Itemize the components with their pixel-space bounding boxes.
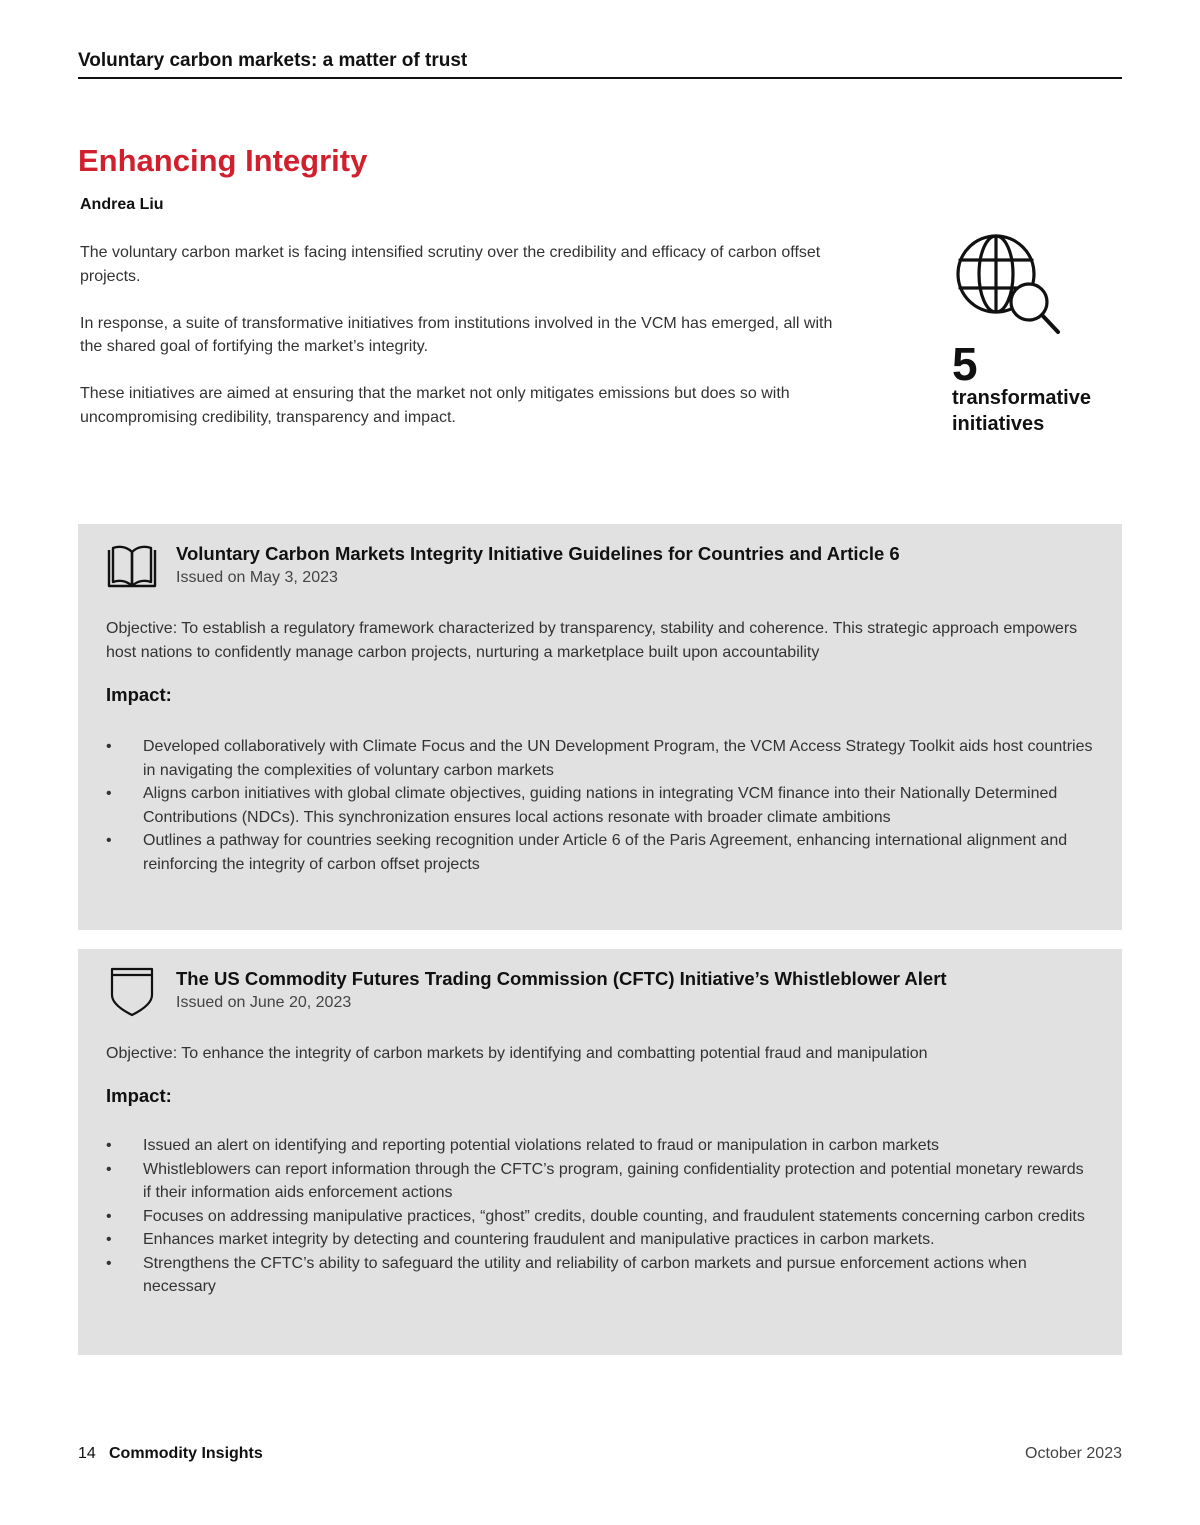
shield-icon [104, 967, 160, 1017]
impact-text: Whistleblowers can report information through the CFTC’s program, gaining confidentiality protection and potential monetary rewards if their information aids enforcement actions [143, 1160, 1084, 1201]
impact-text: Strengthens the CFTC’s ability to safeguard the utility and reliability of carbon markets and pursue enforcement actions when necessary [143, 1254, 1027, 1295]
initiative-card [78, 949, 1122, 1355]
globe-search-icon [952, 232, 1064, 336]
intro-text [80, 241, 840, 453]
bullet: • [106, 785, 112, 802]
list-item [106, 735, 1096, 782]
impact-heading: Impact: [106, 684, 172, 705]
initiative-objective: Objective: To enhance the integrity of carbon markets by identifying and combatting potential fraud and manipulation [106, 1045, 928, 1062]
initiative-title: Voluntary Carbon Markets Integrity Initiative Guidelines for Countries and Article 6 [176, 543, 900, 564]
intro-paragraph: The voluntary carbon market is facing intensified scrutiny over the credibility and efficacy of carbon offset projects. [80, 244, 821, 285]
list-item [106, 1158, 1096, 1205]
impact-text: Focuses on addressing manipulative practices, “ghost” credits, double counting, and fraudulent statements concerning carbon credits [143, 1207, 1085, 1225]
bullet: • [106, 738, 112, 755]
initiative-issued-date: Issued on June 20, 2023 [176, 994, 352, 1011]
bullet: • [106, 1254, 112, 1272]
article-title: Enhancing Integrity [78, 143, 368, 178]
impact-list [106, 1134, 1096, 1299]
list-item [106, 1205, 1096, 1229]
bullet: • [106, 1160, 112, 1178]
bullet: • [106, 832, 112, 849]
intro-paragraph: In response, a suite of transformative initiatives from institutions involved in the VCM has emerged, all with the shared goal of fortifying the market’s integrity. [80, 314, 833, 355]
initiative-title: The US Commodity Futures Trading Commission (CFTC) Initiative’s Whistleblower Alert [176, 968, 947, 989]
impact-text: Enhances market integrity by detecting and countering fraudulent and manipulative practices in carbon markets. [143, 1231, 935, 1248]
page-number: 14 [78, 1445, 96, 1462]
author-name: Andrea Liu [80, 196, 164, 213]
list-item [106, 782, 1096, 829]
impact-heading: Impact: [106, 1085, 172, 1106]
intro-paragraph: These initiatives are aimed at ensuring that the market not only mitigates emissions but does so with uncompromising credibility, transparency and impact. [80, 385, 790, 426]
list-item [106, 1134, 1096, 1158]
open-book-icon [104, 542, 160, 592]
initiative-card [78, 524, 1122, 930]
impact-text: Outlines a pathway for countries seeking recognition under Article 6 of the Paris Agreement, enhancing international alignment and reinforcing the integrity of carbon offset projects [143, 832, 1068, 873]
impact-list [106, 735, 1096, 876]
stat-number: 5 [952, 338, 978, 390]
bullet: • [106, 1137, 112, 1154]
impact-text: Developed collaboratively with Climate Focus and the UN Development Program, the VCM Access Strategy Toolkit aids host countries in navigating the complexities of voluntary carbon markets [143, 738, 1093, 779]
impact-text: Issued an alert on identifying and reporting potential violations related to fraud or manipulation in carbon markets [143, 1137, 940, 1154]
impact-text: Aligns carbon initiatives with global climate objectives, guiding nations in integrating VCM finance into their Nationally Determined Contributions (NDCs). This synchronization ensures local actions resonate with broader climate ambitions [143, 785, 1058, 826]
running-header: Voluntary carbon markets: a matter of trust [78, 50, 1122, 79]
publication-date: October 2023 [1025, 1445, 1122, 1462]
initiative-issued-date: Issued on May 3, 2023 [176, 569, 338, 586]
initiative-objective: Objective: To establish a regulatory framework characterized by transparency, stability and coherence. This strategic approach empowers host nations to confidently manage carbon projects, nurturing a marketplace built upon accountability [106, 620, 1078, 661]
list-item [106, 1228, 1096, 1252]
stat-label: transformative initiatives [952, 387, 1091, 435]
list-item [106, 829, 1096, 876]
publication-name: Commodity Insights [109, 1445, 263, 1462]
bullet: • [106, 1207, 112, 1225]
list-item [106, 1252, 1096, 1299]
bullet: • [106, 1231, 112, 1248]
